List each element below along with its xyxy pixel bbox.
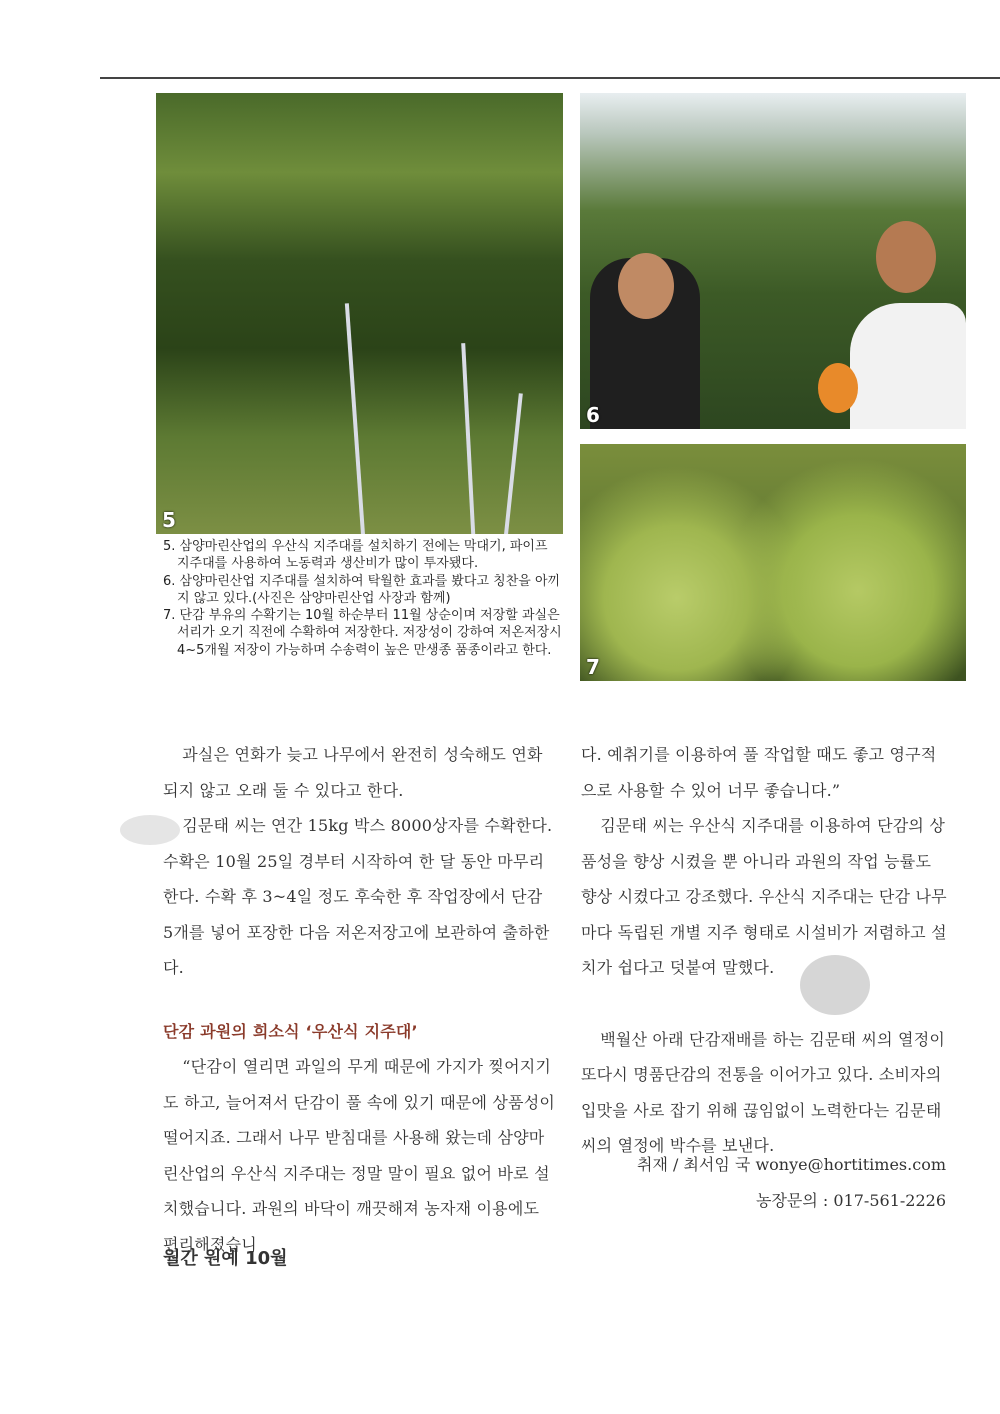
paragraph: 김문태 씨는 연간 15kg 박스 8000상자를 수확한다. 수확은 10월 25일 경부터 시작하여 한 달 동안 마무리한다. 수확 후 3~4일 정도 후숙한 후 작업장에서 단감 5개를 넣어 포장한 다음 저온저장고에 보관하여 출하한다.	[163, 816, 553, 977]
person-left-face	[618, 253, 674, 319]
top-rule	[100, 77, 1000, 79]
paragraph: 김문태 씨는 우산식 지주대를 이용하여 단감의 상품성을 향상 시켰을 뿐 아니라 과원의 작업 능률도 향상 시켰다고 강조했다. 우산식 지주대는 단감 나무마다 독립된 개별 지주 형태로 시설비가 저렴하고 설치가 쉽다고 덧붙여 말했다.	[581, 816, 947, 977]
caption-7: 7. 단감 부유의 수확기는 10월 하순부터 11월 상순이며 저장할 과실은 서리가 오기 직전에 수확하여 저장한다. 저장성이 강하여 저온저장시 4~5개월 저장이 가능하며 수송력이 높은 만생종 품종이라고 한다.	[163, 608, 562, 658]
persimmons-in-hand	[818, 363, 858, 413]
scan-smudge	[800, 955, 870, 1015]
stake-illustration	[461, 343, 479, 534]
photo-captions	[163, 538, 563, 659]
reporter-credit: 취재 / 최서임 국 wonye@hortitimes.com	[637, 1155, 946, 1174]
photo-number: 5	[162, 508, 176, 532]
scan-smudge	[120, 815, 180, 845]
paragraph: 과실은 연화가 늦고 나무에서 완전히 성숙해도 연화되지 않고 오래 둘 수 있다고 한다.	[163, 745, 543, 800]
photo-number: 7	[586, 655, 600, 679]
stake-illustration	[503, 393, 523, 534]
person-right-face	[876, 221, 936, 293]
page-footer: 월간 원예 10월	[163, 1248, 288, 1269]
paragraph: 다. 예취기를 이용하여 풀 작업할 때도 좋고 영구적으로 사용할 수 있어 너무 좋습니다.”	[581, 745, 937, 800]
section-heading: 단감 과원의 희소식 ‘우산식 지주대’	[163, 1021, 418, 1041]
photo-persimmon-fruit	[580, 444, 966, 681]
photo-farmers	[580, 93, 966, 429]
stake-illustration	[345, 303, 371, 534]
farm-contact: 농장문의 : 017-561-2226	[756, 1191, 946, 1210]
paragraph: “단감이 열리면 과일의 무게 때문에 가지가 찢어지기도 하고, 늘어져서 단감이 풀 속에 있기 때문에 상품성이 떨어지죠. 그래서 나무 받침대를 사용해 왔는데 삼양마린산업의 우산식 지주대는 정말 말이 필요 없어 바로 설치했습니다. 과원의 바닥이 깨끗해져 농자재 이용에도 편리해졌습니	[163, 1057, 556, 1254]
photo-number: 6	[586, 403, 600, 427]
right-column	[581, 737, 951, 1164]
photo-orchard-stakes	[156, 93, 563, 534]
caption-5: 5. 삼양마린산업의 우산식 지주대를 설치하기 전에는 막대기, 파이프 지주대를 사용하여 노동력과 생산비가 많이 투자됐다.	[163, 539, 548, 572]
left-column	[163, 737, 555, 1262]
person-right-figure	[850, 303, 966, 429]
paragraph: 백월산 아래 단감재배를 하는 김문태 씨의 열정이 또다시 명품단감의 전통을 이어가고 있다. 소비자의 입맛을 사로 잡기 위해 끊임없이 노력한다는 김문태 씨의 열정에 박수를 보낸다.	[581, 1029, 946, 1155]
caption-6: 6. 삼양마린산업 지주대를 설치하여 탁월한 효과를 봤다고 칭찬을 아끼지 않고 있다.(사진은 삼양마린산업 사장과 함께)	[163, 573, 561, 606]
